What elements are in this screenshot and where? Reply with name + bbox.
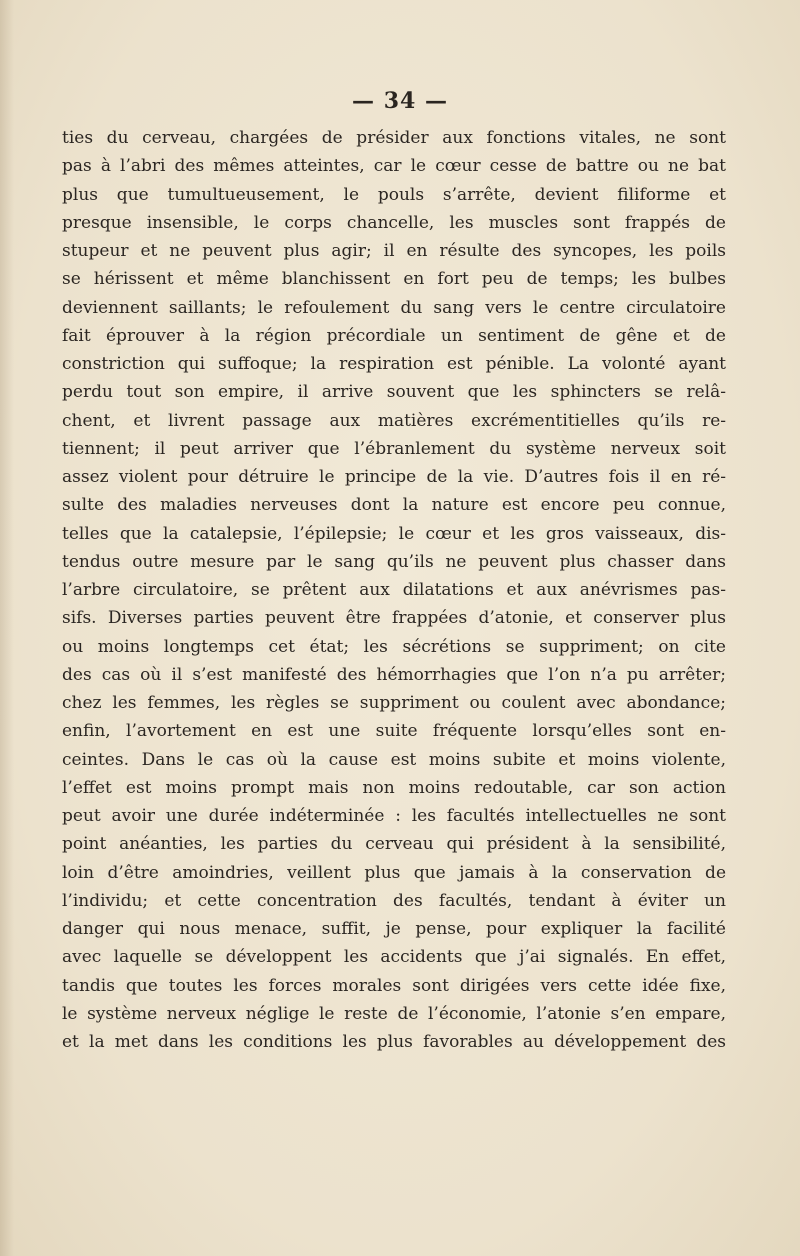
text-line: constriction qui suffoque; la respiration est pénible. La volonté ayant [62,354,726,374]
text-line: peut avoir une durée indéterminée : les facultés intellectuelles ne sont [62,806,726,826]
text-line: ceintes. Dans le cas où la cause est moins subite et moins violente, [62,749,726,770]
text-line: sifs. Diverses parties peuvent être frappées d’atonie, et conserver plus [62,608,726,629]
page-edge-shadow [0,0,14,1256]
text-line: avec laquelle se développent les accidents que j’ai signalés. En effet, [62,947,726,968]
text-line: fait éprouver à la région précordiale un sentiment de gêne et de [62,325,726,346]
text-line: telles que la catalepsie, l’épilepsie; le cœur et les gros vaisseaux, dis- [62,523,726,544]
text-line: presque insensible, le corps chancelle, les muscles sont frappés de [62,212,726,233]
text-line: tiennent; il peut arriver que l’ébranlement du système nerveux soit [62,438,726,459]
text-line: sulte des maladies nerveuses dont la nature est encore peu connue, [62,495,726,516]
text-line: loin d’être amoindries, veillent plus que jamais à la conservation de [62,862,726,883]
text-line: tendus outre mesure par le sang qu’ils ne peuvent plus chasser dans [62,551,726,572]
text-line: perdu tout son empire, il arrive souvent que les sphincters se relâ- [62,382,726,403]
text-line: point anéanties, les parties du cerveau qui président à la sensibilité, [62,834,726,855]
text-line: l’arbre circulatoire, se prêtent aux dilatations et aux anévrismes pas- [62,580,726,600]
text-line: se hérissent et même blanchissent en fort peu de temps; les bulbes [62,269,726,290]
text-line: des cas où il s’est manifesté des hémorrhagies que l’on n’a pu arrêter; [62,664,726,685]
text-line: pas à l’abri des mêmes atteintes, car le cœur cesse de battre ou ne bat [62,156,726,177]
body-text [62,124,726,1056]
text-line: assez violent pour détruire le principe de la vie. D’autres fois il en ré- [62,467,726,487]
text-line: danger qui nous menace, suffit, je pense, pour expliquer la facilité [62,919,726,939]
text-line: deviennent saillants; le refoulement du sang vers le centre circulatoire [62,297,726,318]
page-number: — 34 — [352,88,448,114]
text-line: chez les femmes, les règles se suppriment ou coulent avec abondance; [62,693,726,713]
text-line: et la met dans les conditions les plus favorables au développement des [62,1032,726,1052]
text-line: plus que tumultueusement, le pouls s’arrête, devient filiforme et [62,184,726,205]
text-line: tandis que toutes les forces morales sont dirigées vers cette idée fixe, [62,975,726,996]
text-line: ou moins longtemps cet état; les sécrétions se suppriment; on cite [62,636,726,657]
text-line: enfin, l’avortement en est une suite fréquente lorsqu’elles sont en- [62,721,726,742]
text-line: l’individu; et cette concentration des facultés, tendant à éviter un [62,890,726,911]
text-line: stupeur et ne peuvent plus agir; il en résulte des syncopes, les poils [62,241,726,261]
text-line: chent, et livrent passage aux matières excrémentitielles qu’ils re- [62,410,726,431]
text-line: ties du cerveau, chargées de présider aux fonctions vitales, ne sont [62,128,726,148]
text-line: le système nerveux néglige le reste de l’économie, l’atonie s’en empare, [62,1003,726,1024]
text-line: l’effet est moins prompt mais non moins redoutable, car son action [62,777,726,798]
